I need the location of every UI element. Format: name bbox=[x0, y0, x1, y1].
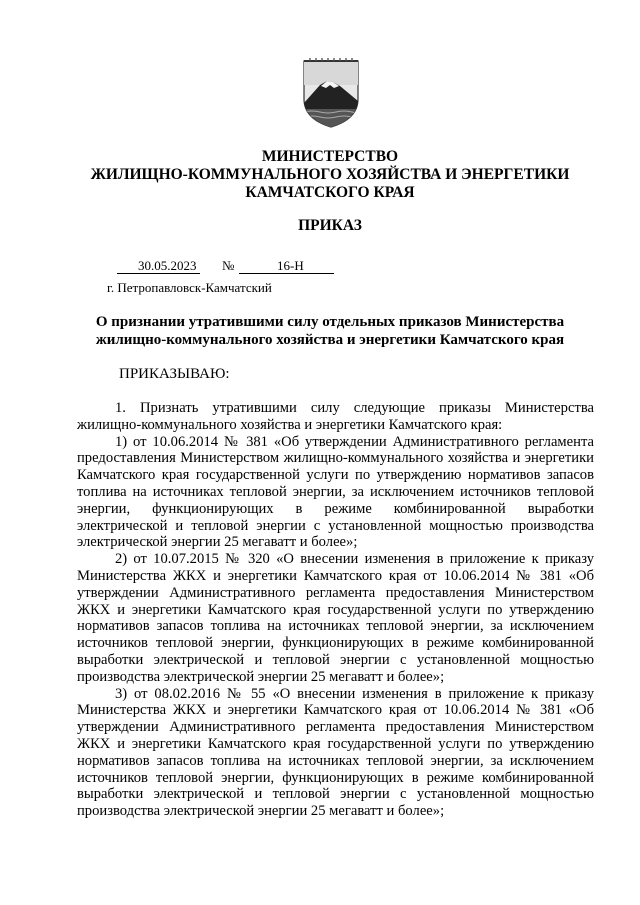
paragraph-1: 1. Признать утратившими силу следующие приказы Министерства жилищно-коммунального хозяйства и энергетики Камчатского края: bbox=[77, 400, 594, 433]
document-body bbox=[77, 400, 594, 820]
kamchatka-emblem-icon bbox=[300, 55, 362, 130]
subject-line-2: жилищно-коммунального хозяйства и энергетики Камчатского края bbox=[95, 332, 565, 348]
ministry-line-3: КАМЧАТСКОГО КРАЯ bbox=[245, 184, 415, 201]
ministry-line-2: ЖИЛИЩНО-КОММУНАЛЬНОГО ХОЗЯЙСТВА И ЭНЕРГЕТИКИ bbox=[90, 166, 570, 183]
paragraph-item-3: 3) от 08.02.2016 № 55 «О внесении изменения в приложение к приказу Министерства ЖКХ и энергетики Камчатского края от 10.06.2014 № 381 «Об утверждении Административного регламента предоставления Министерством ЖКХ и энергетики Камчатского края государственной услуги по утверждению нормативов запасов топлива на источниках тепловой энергии, за исключением источников тепловой энергии, функционирующих в режиме комбинированной выработки электрической и тепловой энергии с установленной мощностью производства электрической энергии 25 мегаватт и более»; bbox=[77, 685, 594, 820]
paragraph-item-2: 2) от 10.07.2015 № 320 «О внесении изменения в приложение к приказу Министерства ЖКХ и энергетики Камчатского края от 10.06.2014 № 381 «Об утверждении Административного регламента предоставления Министерством ЖКХ и энергетики Камчатского края государственной услуги по утверждению нормативов запасов топлива на источниках тепловой энергии, за исключением источников тепловой энергии, функционирующих в режиме комбинированной выработки электрической и тепловой энергии с установленной мощностью производства электрической энергии 25 мегаватт и более»; bbox=[77, 551, 594, 685]
document-type: ПРИКАЗ bbox=[298, 217, 362, 234]
number-sign: № bbox=[222, 258, 235, 273]
ministry-name bbox=[60, 148, 600, 202]
city: г. Петропавловск-Камчатский bbox=[107, 280, 272, 295]
order-word: ПРИКАЗЫВАЮ: bbox=[119, 366, 230, 382]
document-date: 30.05.2023 bbox=[138, 258, 197, 273]
paragraph-item-1: 1) от 10.06.2014 № 381 «Об утверждении Административного регламента предоставления Министерством жилищно-коммунального хозяйства и энергетики Камчатского края государственной услуги по утверждению нормативов запасов топлива на источниках тепловой энергии, за исключением источников тепловой энергии, функционирующих в режиме комбинированной выработки электрической и тепловой энергии с установленной мощностью производства электрической энергии 25 мегаватт и более»; bbox=[77, 433, 594, 551]
subject-line-1: О признании утратившими силу отдельных приказов Министерства bbox=[95, 314, 565, 330]
document-number: 16-Н bbox=[277, 258, 304, 273]
document-subject bbox=[60, 313, 600, 349]
ministry-line-1: МИНИСТЕРСТВО bbox=[261, 148, 399, 165]
